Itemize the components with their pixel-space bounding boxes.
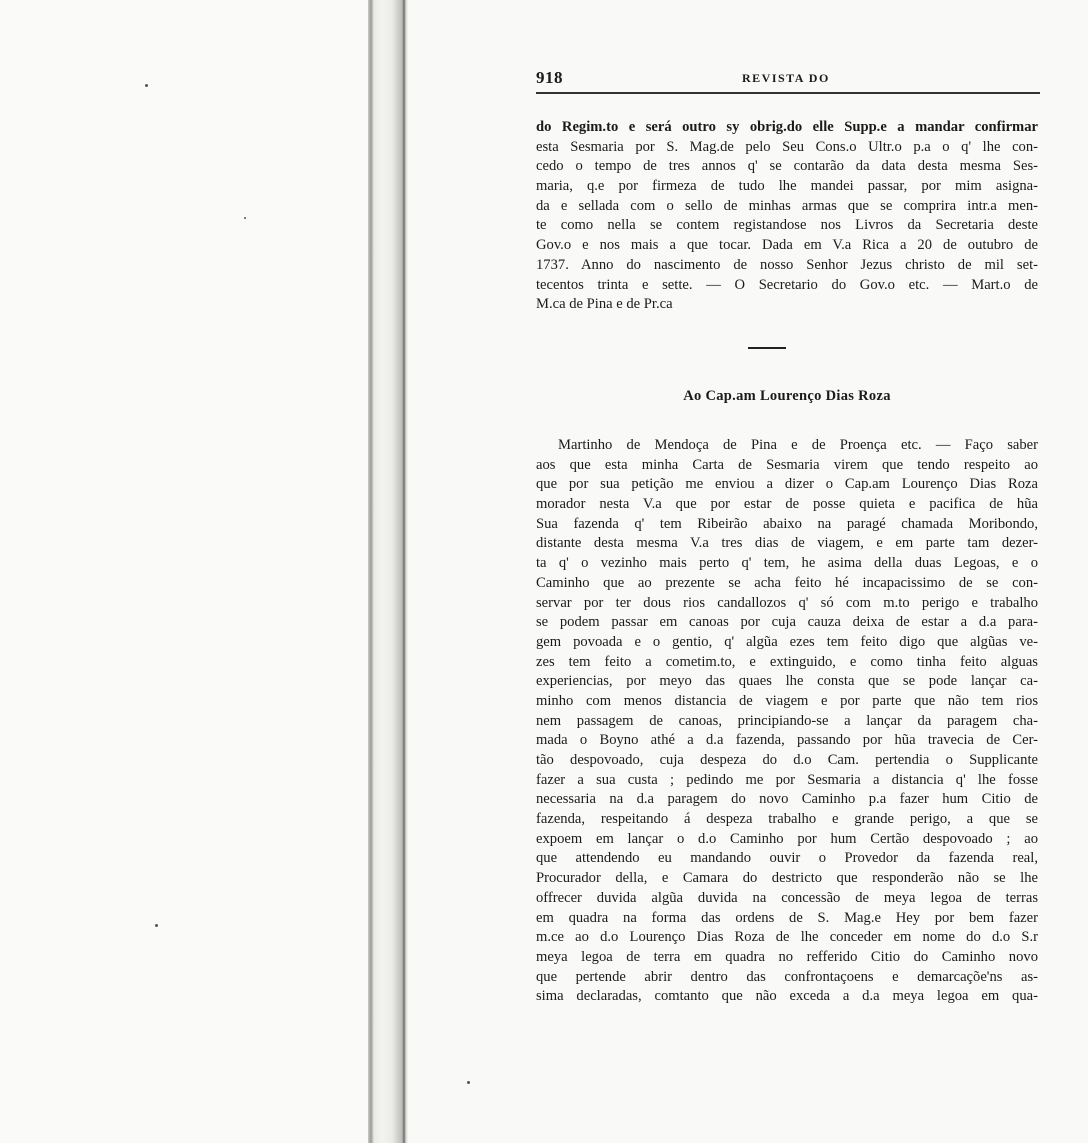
text-line: gem povoada e o gentio, q' algũa ezes tem feito digo que algũas ve- — [536, 633, 1038, 650]
text-line: morador nesta V.a que por estar de posse quieta e pacifica de hũa — [536, 496, 1038, 513]
book-gutter — [368, 0, 408, 1143]
text-line: Gov.o e nos mais a que tocar. Dada em V.a Rica a 20 de outubro de — [536, 237, 1038, 254]
paper-speck — [145, 84, 148, 87]
text-line: necessaria na d.a paragem do novo Caminho p.a fazer hum Citio de — [536, 791, 1038, 808]
text-line: Procurador della, e Camara do destricto que responderão não se lhe — [536, 870, 1038, 887]
text-line: offrecer duvida algũa duvida na concessão de meya legoa de terras — [536, 889, 1038, 906]
text-line: que por sua petição me enviou a dizer o Cap.am Lourenço Dias Roza — [536, 476, 1038, 493]
text-line: nem passagem de canoas, principiando-se a lançar da paragem cha- — [536, 712, 1038, 729]
text-line: do Regim.to e será outro sy obrig.do elle Supp.e a mandar confirmar — [536, 119, 1038, 135]
text-line: tecentos trinta e sette. — O Secretario do Gov.o etc. — Mart.o de — [536, 276, 1038, 293]
paper-speck — [155, 924, 158, 927]
text-line: servar por ter dous rios candallozos q' só com m.to perigo e trabalho — [536, 594, 1038, 611]
text-line: meya legoa de terra em quadra no refferido Citio do Caminho novo — [536, 948, 1038, 965]
text-line: expoem em lançar o d.o Caminho por hum Certão despovoado ; ao — [536, 830, 1038, 847]
text-line: Sua fazenda q' tem Ribeirão abaixo na paragé chamada Moribondo, — [536, 515, 1038, 532]
text-line: mada o Boyno athé a d.a fazenda, passando por hũa travecia de Cer- — [536, 732, 1038, 749]
text-line: experiencias, por meyo das quaes lhe consta que se pode lançar ca- — [536, 673, 1038, 690]
text-line: zes tem feito a cometim.to, e extinguido, e como tinha feito alguas — [536, 653, 1038, 670]
text-line: cedo o tempo de tres annos q' se contarão da data desta mesma Ses- — [536, 158, 1038, 175]
text-line: distante desta mesma V.a tres dias de viagem, e em parte tam dezer- — [536, 535, 1038, 552]
text-line: Caminho que ao prezente se acha feito hé incapacissimo de se con- — [536, 574, 1038, 591]
text-line: esta Sesmaria por S. Mag.de pelo Seu Cons.o Ultr.o p.a o q' lhe con- — [536, 138, 1038, 155]
text-line: da e sellada com o sello de minhas armas que se comprira intr.a men- — [536, 197, 1038, 214]
text-line: ta q' o vezinho mais perto q' tem, he asima della duas Legoas, e o — [536, 555, 1038, 572]
text-line: m.ce ao d.o Lourenço Dias Roza de lhe conceder em nome do d.o S.r — [536, 929, 1038, 946]
blank-left-page — [0, 0, 368, 1143]
text-line: que pertende abrir dentro das confrontaçoens e demarcaçõe'ns as- — [536, 968, 1038, 985]
text-line: em quadra na forma das ordens de S. Mag.e Hey por bem fazer — [536, 909, 1038, 926]
text-line: que attendendo eu mandando ouvir o Provedor da fazenda real, — [536, 850, 1038, 867]
text-line: aos que esta minha Carta de Sesmaria virem que tendo respeito ao — [536, 456, 1038, 473]
paragraph-continuation — [536, 118, 1038, 315]
paragraph-sesmaria-letter — [536, 436, 1038, 1007]
text-line: tão despovoado, cuja despeza do d.o Cam. pertendia o Supplicante — [536, 752, 1038, 768]
page-header — [536, 68, 1040, 88]
text-line: minho com menos distancia de viagem e por parte que não tem rios — [536, 692, 1038, 709]
running-head: REVISTA DO — [742, 71, 830, 85]
text-line: 1737. Anno do nascimento de nosso Senhor Jezus christo de mil set- — [536, 256, 1038, 273]
text-line: sima declaradas, comtanto que não exceda a d.a meya legoa em qua- — [536, 988, 1038, 1005]
text-line: fazenda, respeitando á despeza trabalho e grande perigo, a que se — [536, 811, 1038, 828]
paper-speck — [467, 1081, 470, 1084]
text-line: fazer a sua custa ; pedindo me por Sesmaria a distancia q' lhe fosse — [536, 771, 1038, 788]
section-divider — [748, 347, 786, 349]
header-rule — [536, 92, 1040, 94]
paper-speck — [244, 217, 246, 219]
section-title: Ao Cap.am Lourenço Dias Roza — [683, 388, 891, 404]
text-line: te como nella se contem registandose nos Livros da Secretaria deste — [536, 217, 1038, 234]
text-line: maria, q.e por firmeza de tudo lhe mandei passar, por mim asigna- — [536, 178, 1038, 195]
text-line: M.ca de Pina e de Pr.ca — [536, 296, 673, 313]
text-line: Martinho de Mendoça de Pina e de Proença etc. — Faço saber — [558, 437, 1038, 453]
page-number: 918 — [536, 68, 563, 87]
text-line: se podem passar em canoas por cuja cauza deixa de estar a d.a para- — [536, 614, 1038, 631]
